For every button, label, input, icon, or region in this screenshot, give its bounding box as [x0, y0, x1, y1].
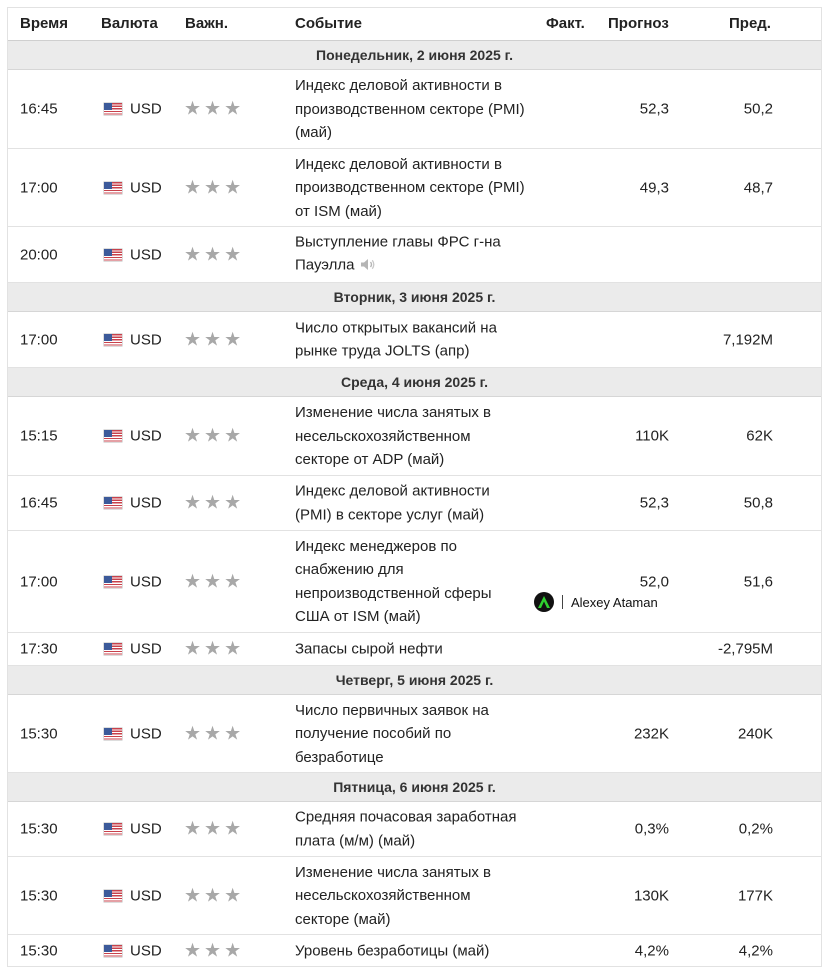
calendar-rows: [8, 41, 821, 967]
us-flag-icon: [104, 249, 122, 261]
event-previous: 240K: [737, 725, 773, 742]
importance-stars-icon: ★★★: [184, 818, 245, 840]
event-row[interactable]: [8, 531, 821, 633]
event-name[interactable]: Индекс деловой активности в производственном секторе (PMI) от ISM (май): [295, 155, 525, 220]
event-row[interactable]: [8, 802, 821, 857]
event-cell: [295, 480, 525, 527]
event-previous: -2,795M: [717, 640, 773, 658]
event-name[interactable]: Число открытых вакансий на рынке труда JOLTS (апр): [295, 319, 497, 360]
event-name[interactable]: Число первичных заявок на получение пособий по безработице: [295, 701, 489, 766]
date-row: Среда, 4 июня 2025 г.: [8, 368, 821, 397]
event-previous: 50,2: [743, 100, 773, 118]
us-flag-icon: [104, 103, 122, 115]
economic-calendar-table: [7, 7, 822, 967]
event-row[interactable]: [8, 312, 821, 368]
event-name[interactable]: Запасы сырой нефти: [295, 640, 443, 658]
us-flag-icon: [104, 576, 122, 588]
us-flag-icon: [104, 945, 122, 957]
event-currency: USD: [130, 942, 162, 959]
author-watermark: [534, 591, 658, 613]
event-name[interactable]: Уровень безработицы (май): [295, 941, 490, 959]
event-time: 15:30: [20, 725, 58, 742]
event-name[interactable]: Выступление главы ФРС г-на Пауэлла: [295, 233, 501, 274]
event-name[interactable]: Индекс деловой активности в производственном секторе (PMI) (май): [295, 76, 525, 141]
importance-stars-icon: ★★★: [184, 940, 245, 961]
event-cell: [295, 698, 525, 769]
event-row[interactable]: [8, 476, 821, 531]
event-previous: 7,192M: [722, 331, 773, 348]
event-forecast: 52,3: [639, 100, 669, 118]
author-name: Alexey Ataman: [571, 594, 658, 610]
watermark-divider: [562, 595, 563, 609]
event-time: 15:30: [20, 887, 58, 904]
date-row: Понедельник, 2 июня 2025 г.: [8, 41, 821, 70]
event-forecast: 232K: [633, 725, 669, 742]
us-flag-icon: [104, 643, 122, 655]
us-flag-icon: [104, 334, 122, 346]
event-previous: 50,8: [743, 494, 773, 512]
event-row[interactable]: [8, 70, 821, 149]
event-name[interactable]: Индекс деловой активности (PMI) в секторе услуг (май): [295, 482, 490, 523]
event-previous: 48,7: [743, 179, 773, 196]
event-previous: 0,2%: [738, 820, 773, 838]
importance-stars-icon: ★★★: [184, 425, 245, 447]
importance-stars-icon: ★★★: [184, 885, 245, 906]
event-cell: [295, 806, 525, 853]
header-previous[interactable]: Пред.: [729, 15, 771, 32]
event-currency: USD: [130, 887, 162, 904]
event-forecast: 130K: [633, 887, 669, 904]
date-row: Четверг, 5 июня 2025 г.: [8, 666, 821, 695]
event-forecast: 52,0: [639, 573, 669, 590]
event-currency: USD: [130, 179, 162, 196]
event-name[interactable]: Изменение числа занятых в несельскохозяйственном секторе (май): [295, 863, 491, 928]
event-currency: USD: [130, 494, 162, 512]
event-forecast: 4,2%: [634, 942, 669, 959]
event-time: 15:30: [20, 820, 58, 838]
us-flag-icon: [104, 890, 122, 902]
us-flag-icon: [104, 728, 122, 740]
author-logo-icon: [534, 592, 554, 612]
us-flag-icon: [104, 497, 122, 509]
event-cell: [295, 316, 525, 363]
importance-stars-icon: ★★★: [184, 571, 245, 592]
event-time: 20:00: [20, 246, 58, 263]
event-row[interactable]: [8, 857, 821, 935]
us-flag-icon: [104, 823, 122, 835]
event-forecast: 52,3: [639, 494, 669, 512]
header-importance[interactable]: Важн.: [185, 15, 229, 32]
event-name[interactable]: Изменение числа занятых в несельскохозяйственном секторе от ADP (май): [295, 403, 491, 468]
event-cell: [295, 152, 525, 223]
event-row[interactable]: [8, 227, 821, 283]
event-row[interactable]: [8, 149, 821, 227]
us-flag-icon: [104, 430, 122, 442]
event-cell: [295, 230, 525, 279]
event-previous: 51,6: [743, 573, 773, 590]
header-actual[interactable]: Факт.: [546, 15, 585, 32]
event-previous: 177K: [737, 887, 773, 904]
importance-stars-icon: ★★★: [184, 492, 245, 514]
event-currency: USD: [130, 573, 162, 590]
event-cell: [295, 74, 525, 145]
event-currency: USD: [130, 725, 162, 742]
event-time: 17:00: [20, 331, 58, 348]
header-forecast[interactable]: Прогноз: [608, 15, 669, 32]
importance-stars-icon: ★★★: [184, 329, 245, 350]
table-header: [8, 8, 821, 41]
event-cell: [295, 860, 525, 931]
event-cell: [295, 535, 525, 629]
event-time: 16:45: [20, 494, 58, 512]
event-forecast: 110K: [635, 427, 669, 445]
header-event[interactable]: Событие: [295, 15, 362, 32]
event-currency: USD: [130, 640, 162, 658]
event-previous: 4,2%: [738, 942, 773, 959]
date-row: Вторник, 3 июня 2025 г.: [8, 283, 821, 312]
event-name[interactable]: Индекс менеджеров по снабжению для непроизводственной сферы США от ISM (май): [295, 537, 492, 625]
event-time: 16:45: [20, 100, 58, 118]
event-row[interactable]: [8, 695, 821, 773]
date-row: Пятница, 6 июня 2025 г.: [8, 773, 821, 802]
event-row[interactable]: [8, 397, 821, 476]
header-time[interactable]: Время: [20, 15, 68, 32]
event-currency: USD: [130, 246, 162, 263]
event-currency: USD: [130, 427, 162, 445]
event-row[interactable]: [8, 935, 821, 967]
event-currency: USD: [130, 331, 162, 348]
event-time: 15:30: [20, 942, 58, 959]
event-previous: 62K: [746, 427, 773, 445]
event-time: 17:00: [20, 573, 58, 590]
event-forecast: 49,3: [639, 179, 669, 196]
event-name[interactable]: Средняя почасовая заработная плата (м/м) (май): [295, 808, 517, 849]
importance-stars-icon: ★★★: [184, 723, 245, 744]
event-cell: [295, 939, 525, 963]
event-time: 15:15: [20, 427, 58, 445]
importance-stars-icon: ★★★: [184, 98, 245, 120]
importance-stars-icon: ★★★: [184, 244, 245, 265]
header-currency[interactable]: Валюта: [101, 15, 158, 32]
importance-stars-icon: ★★★: [184, 177, 245, 198]
event-currency: USD: [130, 100, 162, 118]
importance-stars-icon: ★★★: [184, 638, 245, 660]
event-time: 17:30: [20, 640, 58, 658]
event-forecast: 0,3%: [634, 820, 669, 838]
event-time: 17:00: [20, 179, 58, 196]
event-currency: USD: [130, 820, 162, 838]
event-row[interactable]: [8, 633, 821, 666]
event-cell: [295, 401, 525, 472]
us-flag-icon: [104, 182, 122, 194]
speaker-icon[interactable]: [360, 256, 376, 280]
event-cell: [295, 637, 525, 661]
